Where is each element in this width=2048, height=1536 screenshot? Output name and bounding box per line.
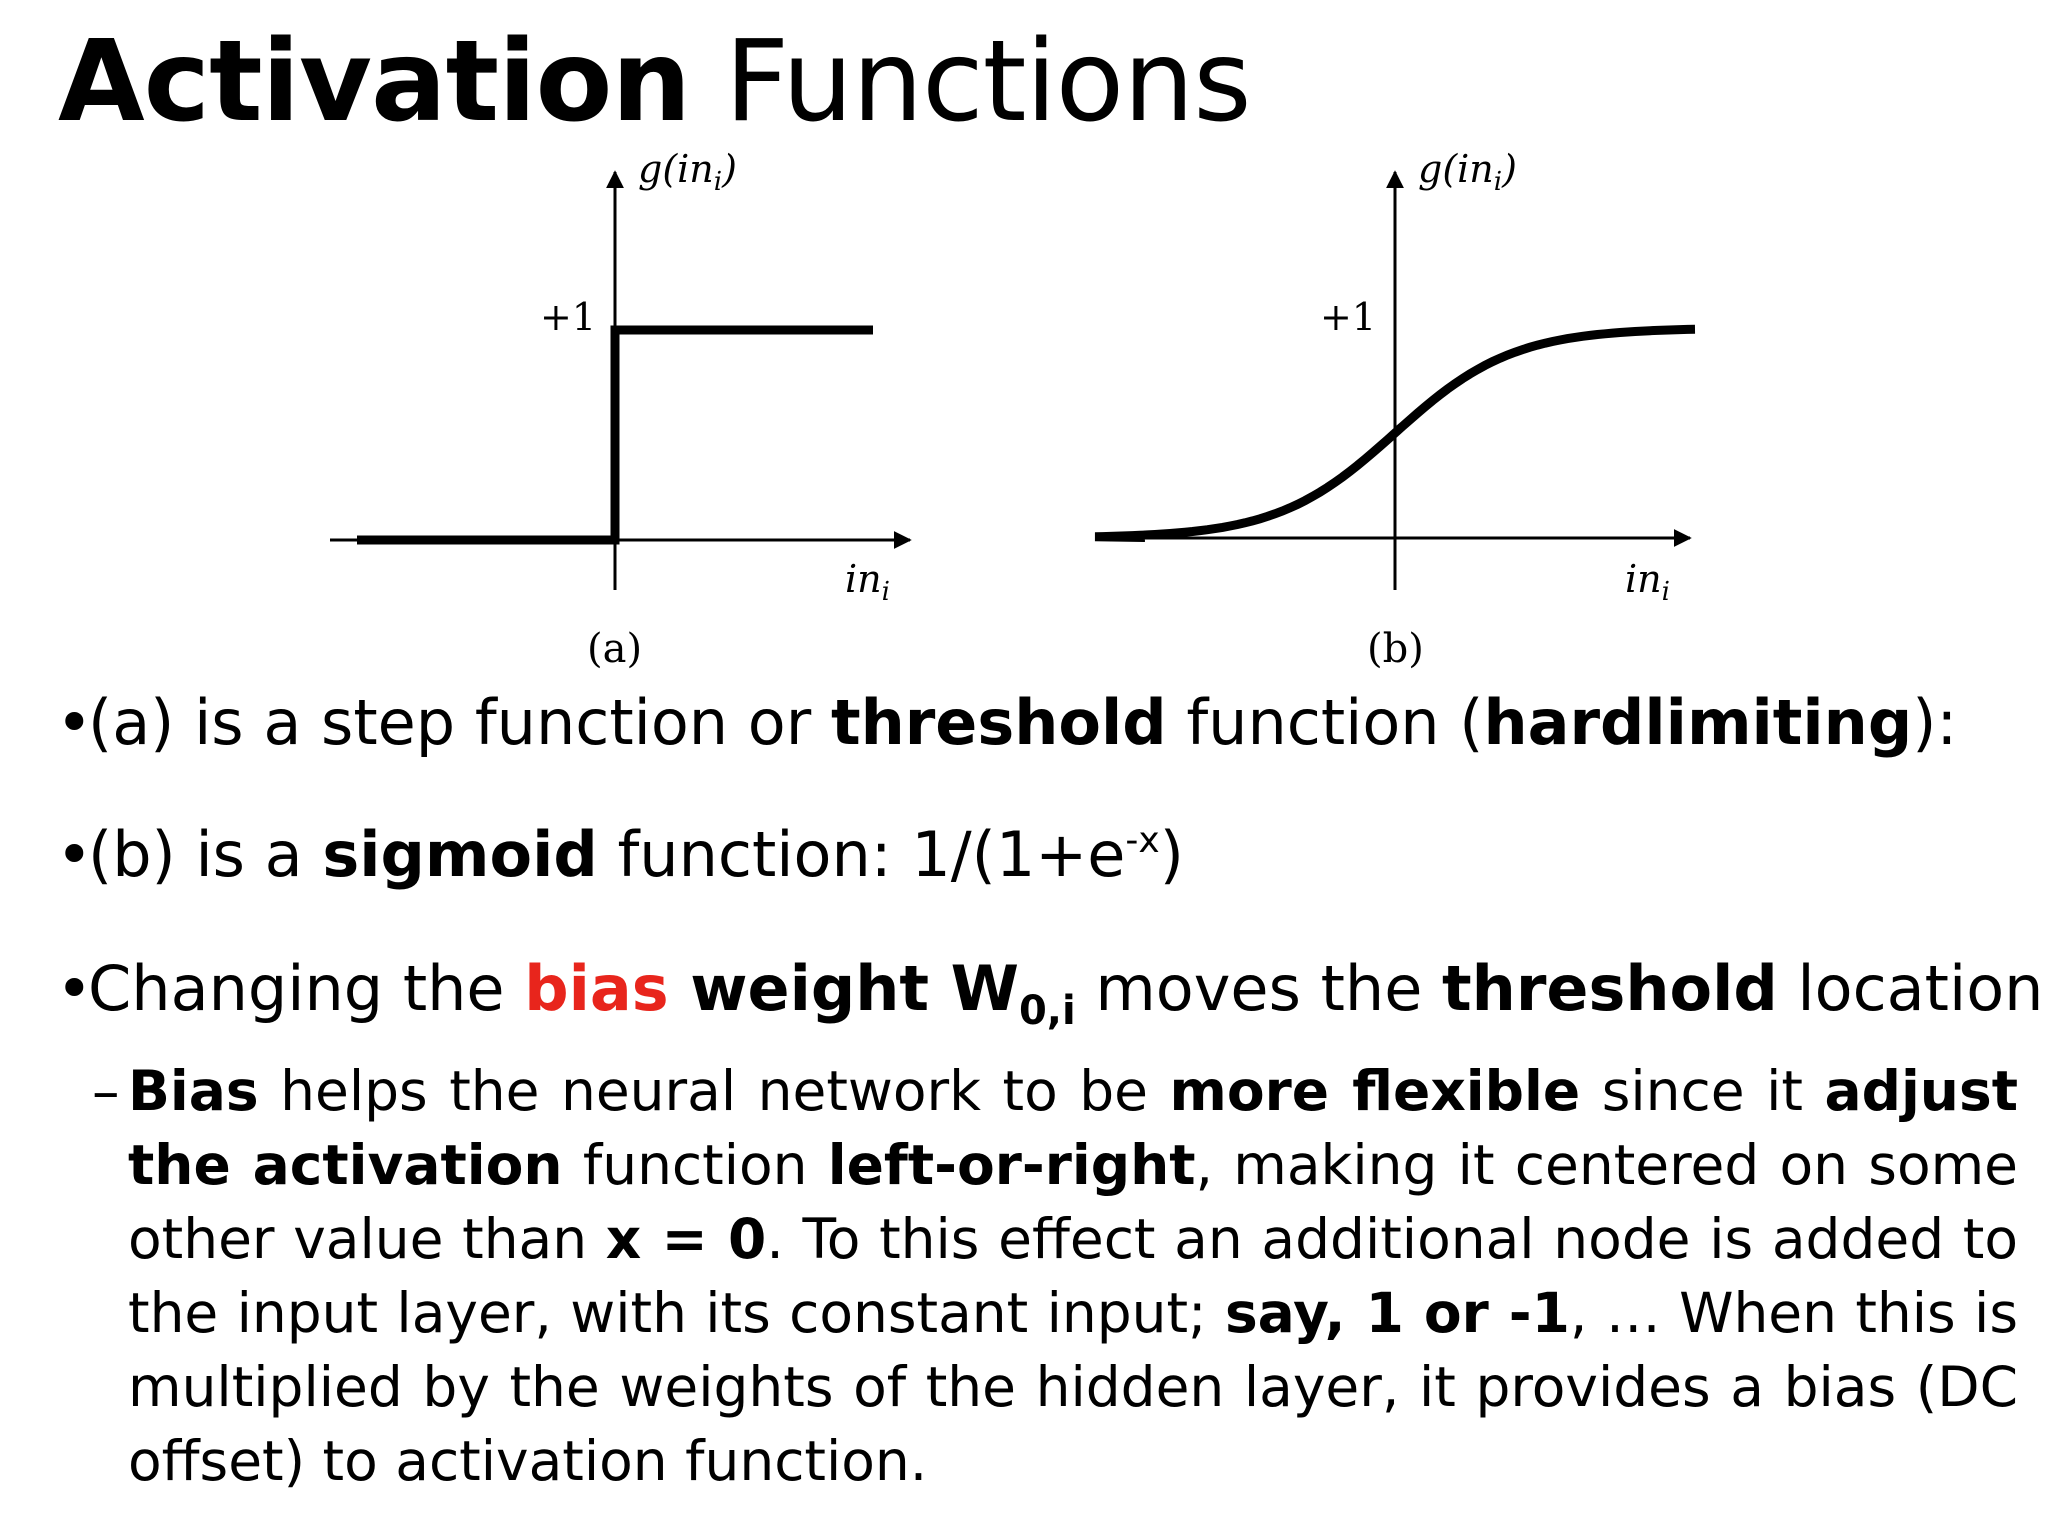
panel-a-step-curve (357, 330, 873, 540)
panel-b-caption: (b) (1367, 626, 1424, 672)
panel-a-x-label: $in_i$ (845, 557, 890, 607)
bullet-step-function: •(a) is a step function or threshold function (hardlimiting): (56, 686, 1958, 759)
bullet-sigmoid-function: •(b) is a sigmoid function: $1/(1+e^{-x})$ (56, 818, 1184, 891)
panel-a-y-label: $g(in_i)$ (638, 150, 737, 197)
panel-a (330, 150, 910, 672)
bullet-dot: • (56, 952, 93, 1025)
activation-plots (300, 150, 1740, 690)
bullet-dot: • (56, 818, 93, 891)
bias-highlight: bias (524, 952, 669, 1025)
panel-a-caption: (a) (587, 626, 643, 672)
panel-b-x-label: $in_i$ (1625, 557, 1670, 607)
bullet-bias-weight: •Changing the bias weight $W_{0,i}$ moves the threshold location (56, 952, 2044, 1034)
panel-b-y-label: $g(in_i)$ (1418, 150, 1517, 197)
activation-function-figure (300, 150, 1740, 690)
panel-b-plus-one-tick: +1 (1320, 295, 1377, 339)
panel-a-plus-one-tick: +1 (540, 295, 597, 339)
slide-title: Activation Functions (58, 17, 1251, 147)
panel-b (1095, 150, 1695, 672)
bias-explanation: – Bias helps the neural network to be more flexible since it adjust the activation function left-or-right, making it centered on some other value than x = 0. To this effect an additional node is added to the input layer, with its constant input; say, 1 or -1, … When this is multiplied by the weights of the hidden layer, it provides a bias (DC offset) to activation function. (92, 1059, 2019, 1493)
bullet-dot: • (56, 686, 93, 759)
